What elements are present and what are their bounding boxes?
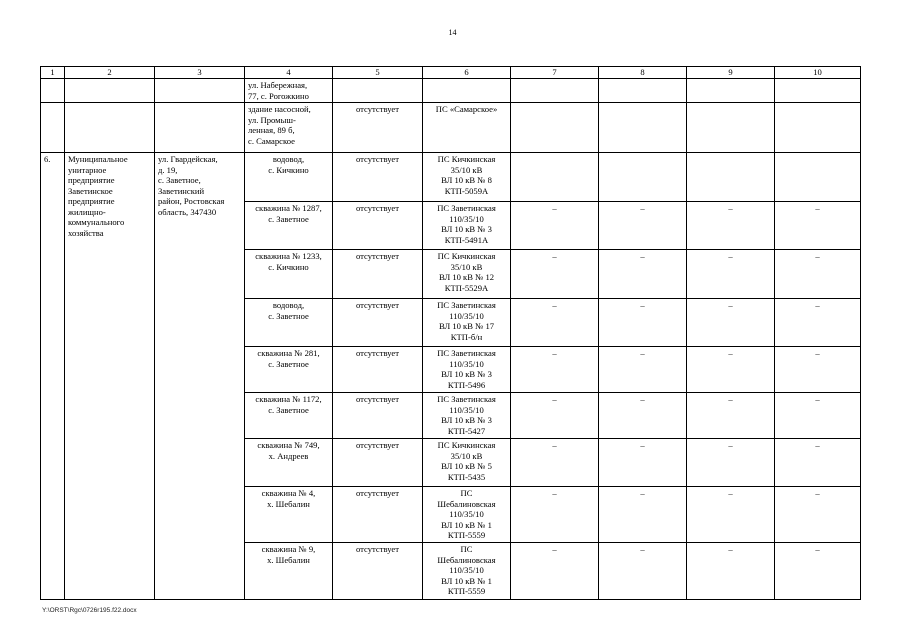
cell-col7: –	[511, 393, 599, 439]
cell-organization-name: Муниципальное унитарное предприятие Заветинское предприятие жилищно- коммунального хозяйства	[65, 153, 155, 600]
cell-object: водовод, с. Кичкино	[245, 153, 333, 202]
cell-object: скважина № 749, х. Андреев	[245, 439, 333, 487]
column-number: 9	[687, 67, 775, 79]
cell-col9: –	[687, 250, 775, 299]
cell-status: отсутствует	[333, 347, 423, 393]
cell-substation: ПС Шебалиновская 110/35/10 ВЛ 10 кВ № 1 КТП-5559	[423, 487, 511, 543]
cell-col10	[775, 103, 861, 153]
cell-col10: –	[775, 347, 861, 393]
cell-object: водовод, с. Заветное	[245, 299, 333, 347]
column-number: 5	[333, 67, 423, 79]
cell-col10: –	[775, 250, 861, 299]
cell-col9	[687, 103, 775, 153]
cell-substation: ПС Заветинская 110/35/10 ВЛ 10 кВ № 17 КТП-б/н	[423, 299, 511, 347]
cell-status: отсутствует	[333, 393, 423, 439]
cell-substation: ПС Заветинская 110/35/10 ВЛ 10 кВ № 3 КТП-5491А	[423, 202, 511, 250]
cell-col10: –	[775, 439, 861, 487]
cell-col9: –	[687, 543, 775, 600]
cell-col8: –	[599, 543, 687, 600]
cell-organization	[65, 79, 155, 103]
column-number-row	[41, 67, 861, 79]
footer-file-path: Y:\ORST\Rgc\0726r195.f22.docx	[42, 607, 137, 614]
cell-substation: ПС Шебалиновская 110/35/10 ВЛ 10 кВ № 1 КТП-5559	[423, 543, 511, 600]
cell-col7: –	[511, 543, 599, 600]
table-row	[41, 153, 861, 202]
cell-substation: ПС Кичкинская 35/10 кВ ВЛ 10 кВ № 8 КТП-5059А	[423, 153, 511, 202]
cell-object: скважина № 281, с. Заветное	[245, 347, 333, 393]
cell-object: скважина № 1287, с. Заветное	[245, 202, 333, 250]
cell-object: скважина № 1233, с. Кичкино	[245, 250, 333, 299]
cell-col9: –	[687, 393, 775, 439]
cell-col9: –	[687, 202, 775, 250]
cell-substation: ПС «Самарское»	[423, 103, 511, 153]
cell-substation: ПС Кичкинская 35/10 кВ ВЛ 10 кВ № 5 КТП-5435	[423, 439, 511, 487]
cell-col9: –	[687, 487, 775, 543]
cell-col7	[511, 79, 599, 103]
cell-object: здание насосной, ул. Промыш- ленная, 89 б, с. Самарское	[245, 103, 333, 153]
cell-object: скважина № 4, х. Шебалин	[245, 487, 333, 543]
cell-status: отсутствует	[333, 439, 423, 487]
cell-object: скважина № 9, х. Шебалин	[245, 543, 333, 600]
cell-col7: –	[511, 250, 599, 299]
column-number: 1	[41, 67, 65, 79]
cell-col7: –	[511, 347, 599, 393]
cell-col10: –	[775, 202, 861, 250]
cell-address	[155, 79, 245, 103]
cell-col7	[511, 153, 599, 202]
cell-status: отсутствует	[333, 202, 423, 250]
page-number: 14	[448, 28, 457, 37]
cell-col7	[511, 103, 599, 153]
cell-col7: –	[511, 202, 599, 250]
cell-col7: –	[511, 487, 599, 543]
cell-status: отсутствует	[333, 103, 423, 153]
cell-status: отсутствует	[333, 487, 423, 543]
cell-col9: –	[687, 439, 775, 487]
column-number: 8	[599, 67, 687, 79]
cell-col9	[687, 79, 775, 103]
cell-col9: –	[687, 299, 775, 347]
table-row	[41, 103, 861, 153]
cell-organization	[65, 103, 155, 153]
cell-object: скважина № 1172, с. Заветное	[245, 393, 333, 439]
cell-col8	[599, 153, 687, 202]
cell-col8	[599, 103, 687, 153]
column-number: 2	[65, 67, 155, 79]
cell-col10	[775, 153, 861, 202]
cell-address	[155, 103, 245, 153]
cell-col8: –	[599, 202, 687, 250]
cell-substation: ПС Заветинская 110/35/10 ВЛ 10 кВ № 3 КТП-5496	[423, 347, 511, 393]
cell-substation: ПС Кичкинская 35/10 кВ ВЛ 10 кВ № 12 КТП-5529А	[423, 250, 511, 299]
cell-status: отсутствует	[333, 250, 423, 299]
cell-status: отсутствует	[333, 543, 423, 600]
column-number: 4	[245, 67, 333, 79]
cell-substation: ПС Заветинская 110/35/10 ВЛ 10 кВ № 3 КТП-5427	[423, 393, 511, 439]
cell-status: отсутствует	[333, 153, 423, 202]
column-number: 6	[423, 67, 511, 79]
cell-col9	[687, 153, 775, 202]
cell-col8: –	[599, 250, 687, 299]
cell-col10: –	[775, 487, 861, 543]
cell-col7: –	[511, 439, 599, 487]
cell-col8: –	[599, 393, 687, 439]
cell-col10	[775, 79, 861, 103]
cell-col10: –	[775, 299, 861, 347]
cell-col8: –	[599, 439, 687, 487]
column-number: 7	[511, 67, 599, 79]
cell-entry-number: 6.	[41, 153, 65, 600]
cell-col10: –	[775, 393, 861, 439]
column-number: 3	[155, 67, 245, 79]
cell-col8: –	[599, 487, 687, 543]
cell-col8: –	[599, 299, 687, 347]
document-table	[40, 66, 861, 600]
cell-number	[41, 103, 65, 153]
cell-col8: –	[599, 347, 687, 393]
table-row	[41, 79, 861, 103]
cell-organization-address: ул. Гвардейская, д. 19, с. Заветное, Заветинский район, Ростовская область, 347430	[155, 153, 245, 600]
cell-substation	[423, 79, 511, 103]
cell-col9: –	[687, 347, 775, 393]
column-number: 10	[775, 67, 861, 79]
cell-object: ул. Набережная, 77, с. Рогожкино	[245, 79, 333, 103]
cell-status: отсутствует	[333, 299, 423, 347]
cell-status	[333, 79, 423, 103]
cell-col10: –	[775, 543, 861, 600]
cell-col7: –	[511, 299, 599, 347]
cell-col8	[599, 79, 687, 103]
cell-number	[41, 79, 65, 103]
